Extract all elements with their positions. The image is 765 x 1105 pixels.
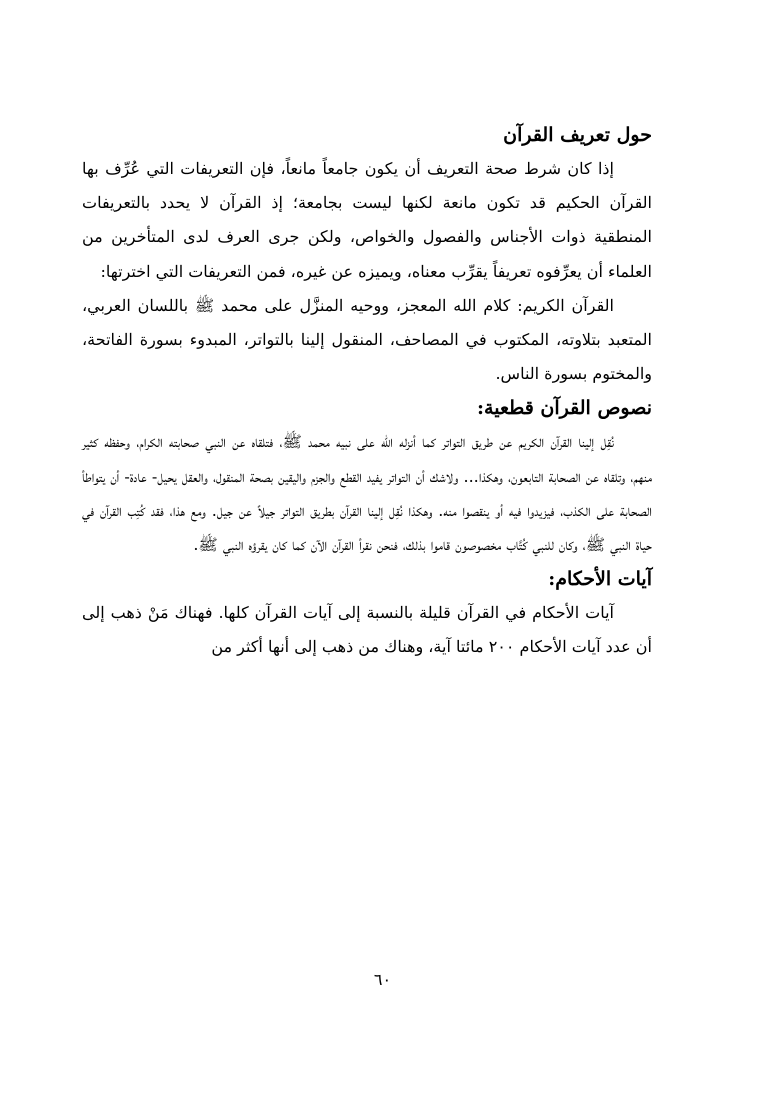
- section-heading-quran-texts-definitive: نصوص القرآن قطعية:: [477, 397, 652, 420]
- section-heading-verses-of-rulings: آيات الأحكام:: [548, 568, 652, 591]
- paragraph-verses-of-rulings: آيات الأحكام في القرآن قليلة بالنسبة إلى آيات القرآن كلها. فهناك مَنْ ذهب إلى أن عدد آيات الأحكام ٢٠٠ مائتا آية، وهناك من ذهب إلى أنها أكثر من: [82, 603, 652, 657]
- paragraph-quran-definition: القرآن الكريم: كلام الله المعجز، ووحيه المنزَّل على محمد ﷺ باللسان العربي، المتعبد بتلاوته، المكتوب في المصاحف، المنقول إلينا بالتواتر، المبدوء بسورة الفاتحة، والمختوم بسورة الناس.: [82, 295, 652, 384]
- paragraph-tawatur: نُقِل إلينا القرآن الكريم عن طريق التواتر كما أنزله الله على نبيه محمد ﷺ، فتلقاه عن النبي صحابته الكرام، وحفظه كثير منهم، وتلقاه عن الصحابة التابعون، وهكذا... ولاشك أن التواتر يفيد القطع والجزم واليقين بصحة المنقول، والعقل يحيل- عادة- أن يتواطأ الصحابة على الكذب، فيزيدوا فيه أو ينقصوا منه. وهكذا نُقِل إلينا القرآن بطريق التواتر جيلاً عن جيل. ومع هذا، فقد كُتِب القرآن في حياة النبي ﷺ، وكان للنبي كُتَّاب مخصوصون قاموا بذلك، فنحن نقرأ القرآن الآن كما كان يقرؤه النبي ﷺ.: [82, 432, 653, 555]
- section-heading-quran-definition: حول تعريف القرآن: [503, 124, 652, 146]
- body-text: [82, 118, 652, 665]
- paragraph-definition-intro: إذا كان شرط صحة التعريف أن يكون جامعاً مانعاً، فإن التعريفات التي عُرِّف بها القرآن الحكيم قد تكون مانعة لكنها ليست بجامعة؛ إذ القرآن لا يحدد بالتعريفات المنطقية ذوات الأجناس والفصول والخواص، ولكن جرى العرف لدى المتأخرين من العلماء أن يعرِّفوه تعريفاً يقرِّب معناه، ويميزه عن غيره، فمن التعريفات التي اخترتها:: [82, 159, 652, 281]
- page-number: ٦٠: [373, 970, 392, 989]
